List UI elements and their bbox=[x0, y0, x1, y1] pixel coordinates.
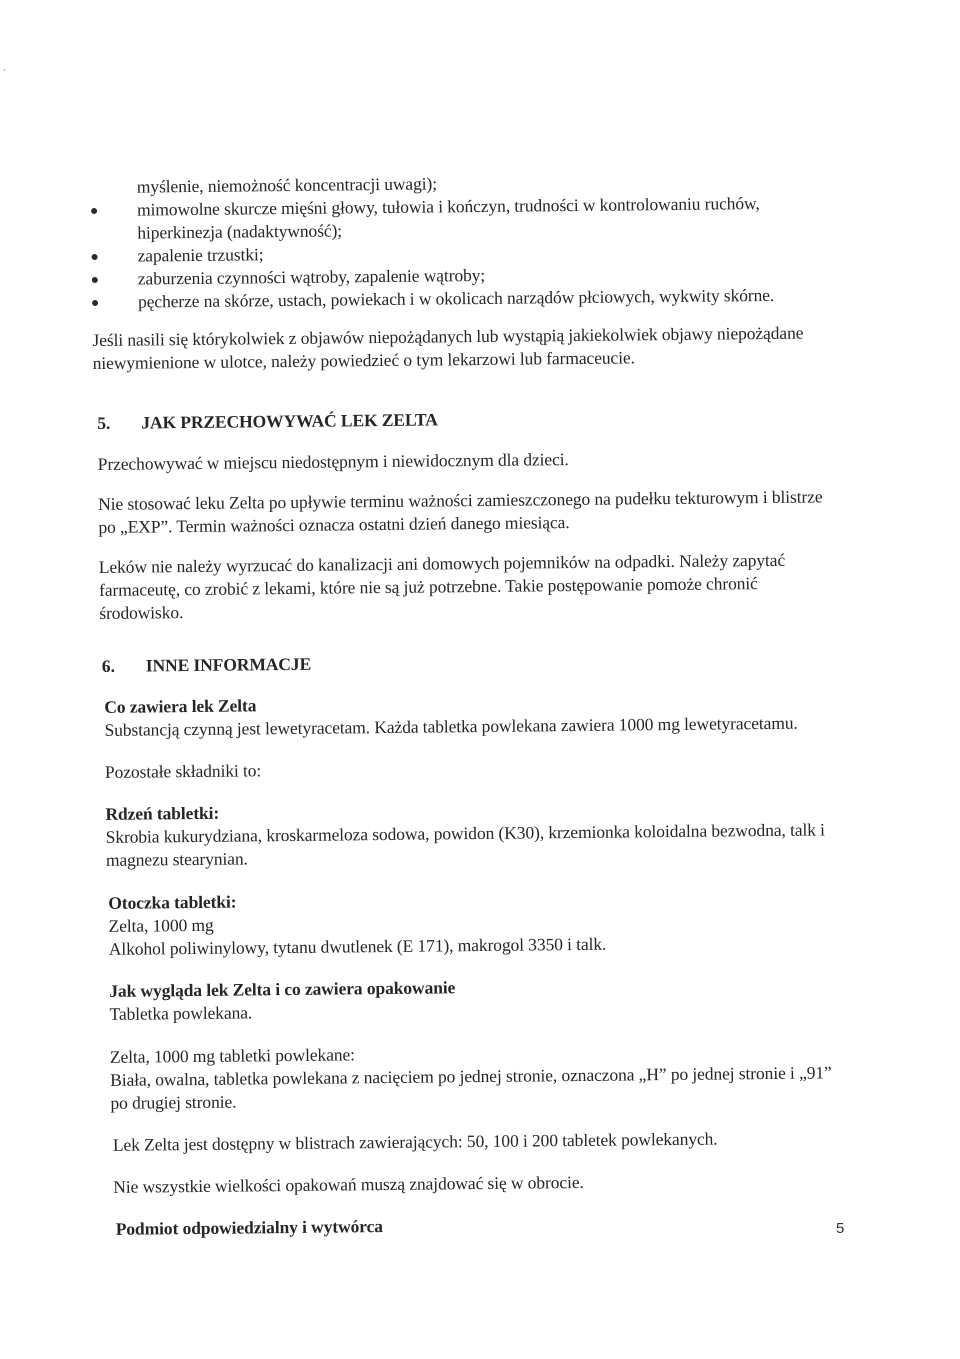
disposal-paragraph-line: farmaceutę, co zrobić z lekami, które nie są już potrzebne. Takie postępowanie pomoże chronić bbox=[98, 573, 758, 600]
list-item: zapalenie trzustki; bbox=[137, 244, 264, 266]
list-item-continuation: hiperkinezja (nadaktywność); bbox=[137, 220, 343, 243]
list-continuation: myślenie, niemożność koncentracji uwagi); bbox=[136, 173, 438, 197]
description-line: Zelta, 1000 mg tabletki powlekane: bbox=[109, 1044, 355, 1067]
description-line: po drugiej stronie. bbox=[110, 1091, 237, 1113]
adverse-note-line: Jeśli nasili się którykolwiek z objawów niepożądanych lub wystąpią jakiekolwiek objawy niepożądane bbox=[92, 322, 804, 351]
coating-text-line: Alkohol poliwinylowy, tytanu dwutlenek (E 171), makrogol 3350 i talk. bbox=[108, 933, 607, 959]
list-item: mimowolne skurcze mięśni głowy, tułowia i kończyn, trudności w kontrolowaniu ruchów, bbox=[136, 193, 760, 220]
appearance-heading: Jak wygląda lek Zelta i co zawiera opakowanie bbox=[109, 977, 456, 1001]
section-5-title: JAK PRZECHOWYWAĆ LEK ZELTA bbox=[141, 409, 438, 433]
section-6-number: 6. bbox=[101, 655, 115, 676]
bullet-icon bbox=[92, 300, 98, 306]
disposal-paragraph-line: Leków nie należy wyrzucać do kanalizacji ani domowych pojemników na odpadki. Należy zapytać bbox=[98, 549, 786, 577]
core-text-line: Skrobia kukurydziana, kroskarmeloza sodowa, powidon (K30), krzemionka koloidalna bezwodna, talk i bbox=[105, 819, 826, 847]
availability-text: Nie wszystkie wielkości opakowań muszą znajdować się w obrocie. bbox=[113, 1171, 584, 1197]
coating-text-line: Zelta, 1000 mg bbox=[108, 914, 214, 936]
appearance-text: Tabletka powlekana. bbox=[109, 1002, 253, 1024]
pack-sizes-text: Lek Zelta jest dostępny w blistrach zawierających: 50, 100 i 200 tabletek powlekanych. bbox=[112, 1128, 718, 1155]
section-6-heading bbox=[102, 654, 311, 677]
section-5-number: 5. bbox=[97, 412, 111, 433]
list-item: pęcherze na skórze, ustach, powiekach i w okolicach narządów płciowych, wykwity skórne. bbox=[137, 284, 775, 312]
expiry-paragraph-line: po „EXP”. Termin ważności oznacza ostatni dzień danego miesiąca. bbox=[98, 512, 570, 537]
section-5-heading bbox=[97, 409, 438, 434]
scan-speck bbox=[4, 69, 6, 71]
list-item: zaburzenia czynności wątroby, zapalenie wątroby; bbox=[137, 264, 486, 289]
disposal-paragraph-line: środowisko. bbox=[99, 602, 184, 623]
storage-paragraph: Przechowywać w miejscu niedostępnym i niewidocznym dla dzieci. bbox=[97, 449, 569, 474]
adverse-note-line: niewymienione w ulotce, należy powiedzieć o tym lekarzowi lub farmaceucie. bbox=[92, 347, 635, 374]
contents-text: Substancją czynną jest lewetyracetam. Każda tabletka powlekana zawiera 1000 mg lewetyracetamu. bbox=[104, 712, 798, 740]
core-text-line: magnezu stearynian. bbox=[105, 848, 248, 870]
section-6-title: INNE INFORMACJE bbox=[145, 653, 312, 676]
bullet-icon bbox=[92, 254, 98, 260]
bullet-icon bbox=[91, 208, 97, 214]
bullet-icon bbox=[92, 277, 98, 283]
description-line: Biała, owalna, tabletka powlekana z nacięciem po jednej stronie, oznaczona „H” po jednej stronie i „91” bbox=[110, 1062, 832, 1090]
page-number: 5 bbox=[836, 1220, 845, 1237]
coating-heading: Otoczka tabletki: bbox=[108, 891, 237, 913]
core-heading: Rdzeń tabletki: bbox=[105, 802, 220, 824]
expiry-paragraph-line: Nie stosować leku Zelta po upływie terminu ważności zamieszczonego na pudełku tekturowym i blistrze bbox=[98, 486, 823, 514]
other-ingredients-label: Pozostałe składniki to: bbox=[104, 760, 262, 782]
contents-heading: Co zawiera lek Zelta bbox=[104, 695, 257, 717]
mah-heading: Podmiot odpowiedzialny i wytwórca bbox=[115, 1216, 383, 1239]
